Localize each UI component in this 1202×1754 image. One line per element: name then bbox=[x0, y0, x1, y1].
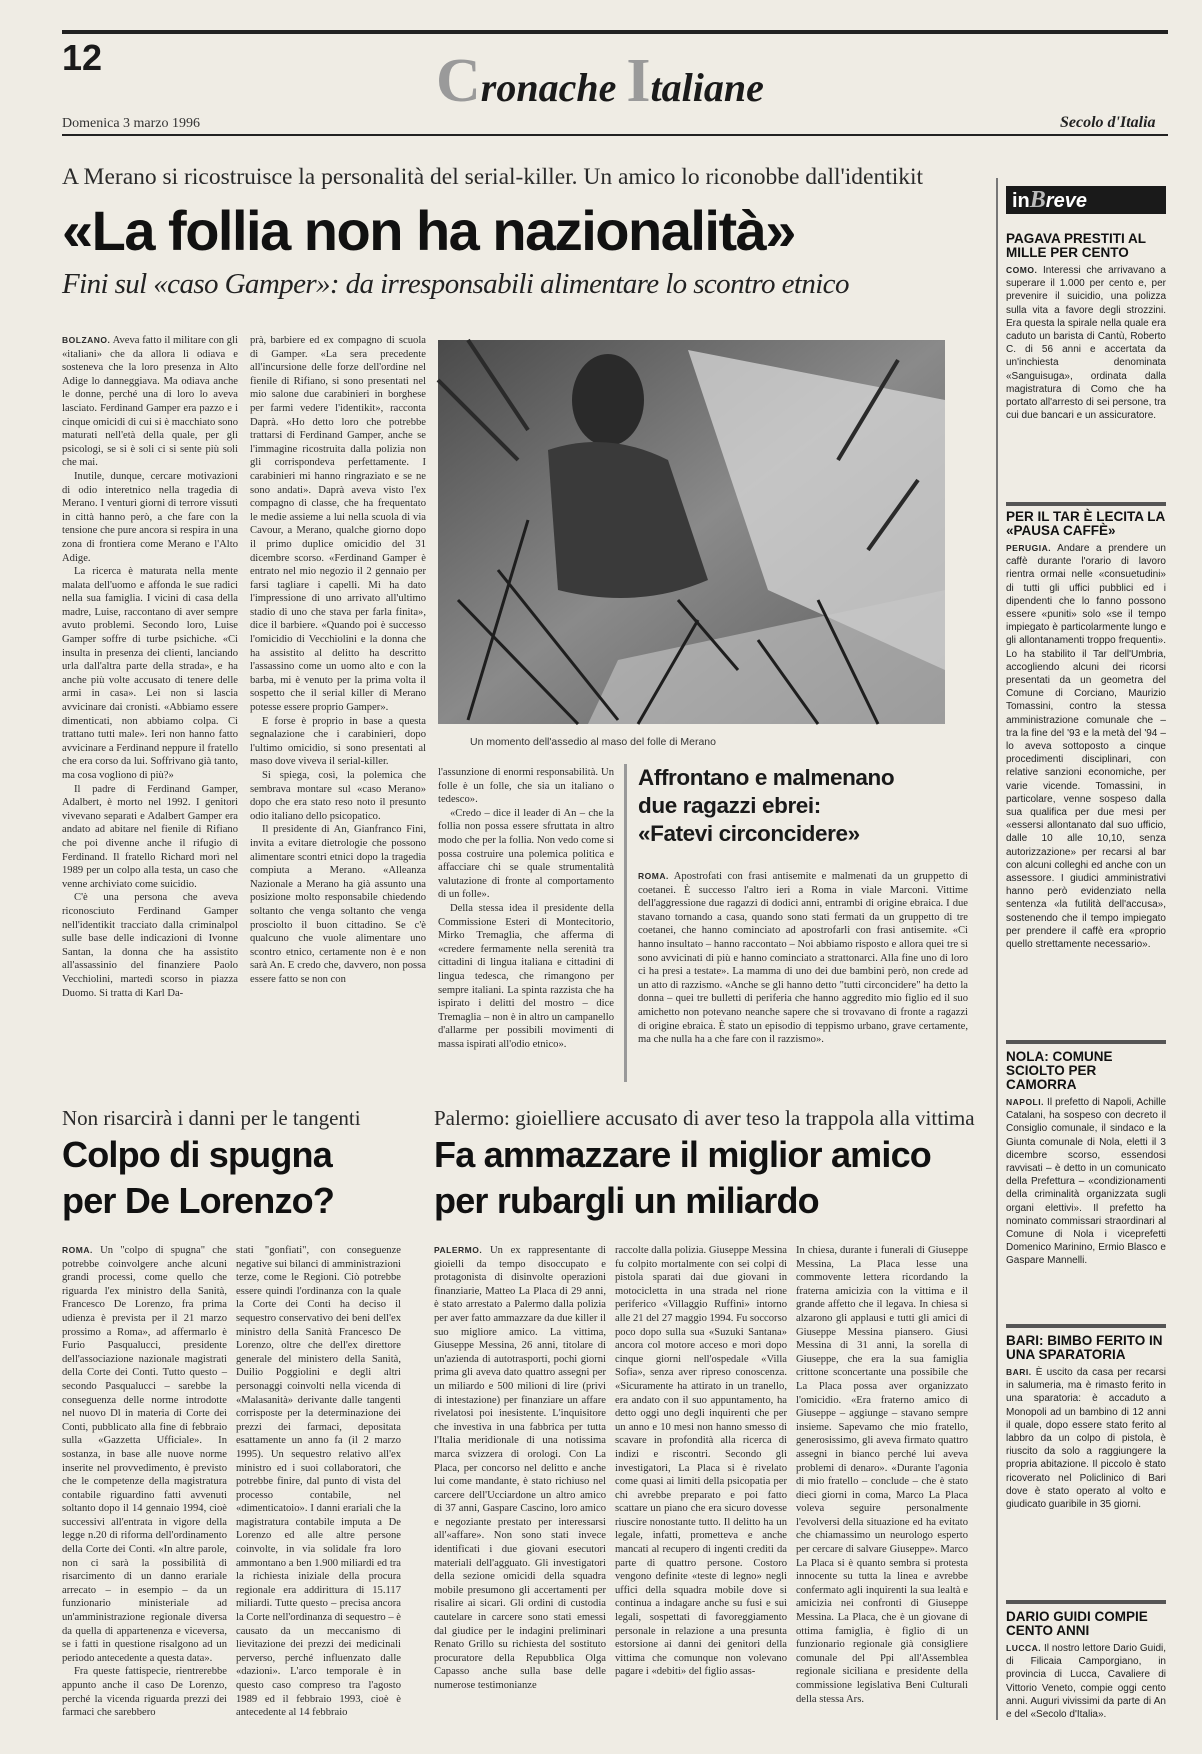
lead-paragraph: Aveva fatto il militare con gli «italiani» che da allora li odiava e sosteneva che la loro presenza in Alto Adige lo danneggiava. Ma odiava anche le donne, perché una di loro lo aveva lasciato. Ferdinand Gamper era pazzo e i cinque omicidi di cui si è macchiato sono maturati nell'età della quale, per gli psicologi, se si è soli ci si sente più soli che mai. bbox=[62, 335, 238, 469]
ebrei-headline-line: «Fatevi circoncidere» bbox=[638, 821, 860, 846]
lead-kicker: A Merano si ricostruisce la personalità del serial-killer. Un amico lo riconobbe dall'identikit bbox=[62, 164, 924, 190]
lead-paragraph: «Credo – dice il leader di An – che la follia non possa essere sfruttata in altro modo che per la follia. Non vedo come si possa costruire una polemica politica e affacciare chi se quale strumentalità valutazione di fronte al comportamento di un folle». bbox=[438, 807, 614, 901]
brief-separator bbox=[1006, 502, 1166, 506]
brief-dateline: COMO. bbox=[1006, 265, 1038, 275]
brief-dateline: BARI. bbox=[1006, 1367, 1032, 1377]
lead-paragraph: l'assunzione di enormi responsabilità. Un folle è un folle, che sia un italiano o tedesco». bbox=[438, 767, 614, 806]
lead-paragraph: Si spiega, così, la polemica che sembrava montare sul «caso Merano» dopo che era stato reso noto il presunto odio italiano dello psicopatico. bbox=[250, 770, 426, 822]
brief-body: Interessi che arrivavano a superare il 1.000 per cento e, per prevenire il suicidio, una polizza sulla vita a favore degli strozzini. Era questa la spirale nella quale era caduto un barista di Cantù, Roberto C. di 56 anni e accertata da un'inchiesta denominata «Sanguisuga», ordinata dalla magistratura di Como che ha portato all'arresto di sei persone, tra cui due bancari e un assicuratore. bbox=[1006, 265, 1166, 422]
ebrei-body bbox=[638, 870, 968, 1080]
palermo-headline-line: Fa ammazzare il miglior amico bbox=[434, 1134, 931, 1175]
lead-paragraph: Il padre di Ferdinand Gamper, Adalbert, è morto nel 1992. I genitori vivevano separati e Adalbert Gamper era andato ad abitare nel fienile di Rifiano che poi divenne anche il rifugio di Ferdinand. Il fratello Richard morì nel 1989 per un colpo alla testa, un caso che venne archiviato come suicidio. bbox=[62, 783, 238, 890]
ebrei-dateline: ROMA. bbox=[638, 871, 669, 881]
ebrei-headline bbox=[638, 764, 968, 848]
section-title-cap2: I bbox=[626, 47, 651, 115]
brief-separator bbox=[1006, 1040, 1166, 1044]
lead-paragraph: Il presidente di An, Gianfranco Fini, invita a evitare dietrologie che possono alimentare scontri etnici dopo la tragedia compiuta a Merano. «Alleanza Nazionale a Merano ha già assunto una posizione molto responsabile chiedendo soltanto che venga soltanto che venga prosciolto il buon cittadino. Se c'è qualcuno che vuole alimentare uno scontro etnico, certamente non è e non sarà An. E credo che, davvero, non possa essere fatto se non con bbox=[250, 824, 426, 985]
brief-item bbox=[1006, 1610, 1166, 1722]
lorenzo-paragraph: Fra queste fattispecie, rientrerebbe appunto anche il caso De Lorenzo, perché la vicenda riguarda prezzi dei farmaci che sarebbero bbox=[62, 1666, 227, 1719]
brief-body: Andare a prendere un caffè durante l'orario di lavoro rientra ormai nelle «consuetudini» di tutti gli uffici pubblici ed i dipendenti che lo fanno possono essere «puniti» solo «se il tempo impiegato è particolarmente lungo e gli allontanamenti troppo frequenti». Lo ha stabilito il Tar dell'Umbria, accogliendo alcuni dei ricorsi presentati da un geometra del Comune di Corciano, Maurizio Tomassini, contro la stessa amministrazione comunale che – tra la fine del '93 e la metà del '94 – lo aveva sottoposto a cinque procedimenti disciplinari, con relative sanzioni economiche, per varie vicende. Tomassini, in particolare, venne sospeso dalla sua qualifica per due mesi per «essersi allontanato dal suo ufficio, dalle 10 alle 10,10, senza autorizzazione» per recarsi al bar con alcuni colleghi ed anche con un assessore. I giudici amministrativi hanno però evidenziato nella sentenza «la futilità dell'accusa», sostenendo che il tempo impiegato per prendere il caffè era «proprio quello strettamente necessario». bbox=[1006, 543, 1166, 951]
brief-title: DARIO GUIDI COMPIE CENTO ANNI bbox=[1006, 1609, 1148, 1638]
lorenzo-column-1 bbox=[62, 1244, 227, 1720]
brief-body: Il nostro lettore Dario Guidi, di Filicaia Camporgiano, in provincia di Lucca, Cavaliere di Vittorio Veneto, compie oggi cento anni. Auguri vivissimi da parte di An e del «Secolo d'Italia». bbox=[1006, 1643, 1166, 1721]
palermo-paragraph: Un ex rappresentante di gioielli da tempo disoccupato e protagonista di disinvolte operazioni finanziarie, Matteo La Placa di 29 anni, è stato arrestato a Palermo dalla polizia per aver fatto ammazzare da due killer il suo migliore amico. La vittima, Giuseppe Messina, 26 anni, titolare di un'azienda di autotrasporti, pochi giorni prima gli aveva dato quattro assegni per un miliardo e 500 milioni di lire (privi di intestazione) per finanziare un affare rivelatosi poi inesistente. L'inquisitore che investiva in una fabbrica per tutta l'Italia meridionale di una notissima marca svizzera di orologi. Con La Placa, per concorso nel delitto e anche lui come mandante, è stato richiuso nel carcere dell'Ucciardone un altro amico di 37 anni, Gaspare Cascino, loro amico e negoziante prestato per interessarsi all'«affare». Non sono stati invece identificati i due giovani esecutori materiali dell'agguato. Gli investigatori della sezione omicidi della squadra mobile presumono gli accertamenti per risalire ai sicari. Gli ordini di custodia cautelare in carcere sono stati emessi dal giudice per le indagini preliminari Renato Grillo su richiesta del sostituto procuratore della Repubblica Olga Capasso anche sulla base delle numerose testimonianze bbox=[434, 1245, 606, 1691]
masthead-rule bbox=[62, 134, 1168, 136]
brief-dateline: NAPOLI. bbox=[1006, 1097, 1044, 1107]
siege-photo-image bbox=[438, 340, 945, 724]
in-breve-rest: reve bbox=[1045, 190, 1087, 212]
in-breve-in: in bbox=[1012, 190, 1030, 212]
brief-item bbox=[1006, 1334, 1166, 1598]
section-title-cap1: C bbox=[436, 47, 481, 115]
section-title bbox=[436, 46, 764, 116]
lead-photo bbox=[438, 340, 945, 724]
lorenzo-paragraph: Un "colpo di spugna" che potrebbe coinvolgere anche alcuni grandi processi, come quello che riguarda l'ex ministro della Sanità, Francesco De Lorenzo, fra prima udienza è prevista per il 21 marzo prossimo a Roma», ad affermarlo è Furio Pasqualucci, presidente dell'associazione nazionale magistrati della Corte dei Conti. Tutto questo – secondo Pasqualucci – sarebbe la conseguenza delle norme introdotte nel nuovo Dl in materia di Corte dei Conti, pubblicato alla fine di febbraio sulla «Gazzetta Ufficiale». In sostanza, in base alle nuove norme inserite nel provvedimento, è previsto che le competenze della magistratura contabile riguardino fatti avvenuti soltanto dopo il 14 gennaio 1994, cioè successivi all'entrata in vigore della legge n.20 di riforma dell'ordinamento della Corte dei Conti. «In altre parole, non ci sarà la possibilità di risarcimento di un danno erariale arrecato – in esempio – da un funzionario ministeriale ad un'amministrazione regionale diversa da quella di appartenenza e viceversa, se i fatti in questione risalgono ad un periodo antecedente a questa data». bbox=[62, 1245, 227, 1664]
lorenzo-headline-line: Colpo di spugna bbox=[62, 1134, 332, 1175]
palermo-kicker: Palermo: gioielliere accusato di aver teso la trappola alla vittima bbox=[434, 1106, 975, 1130]
ebrei-paragraph: Apostrofati con frasi antisemite e malmenati da un gruppetto di coetanei. È successo l'altro ieri a Roma in viale Marconi. Vittime dell'aggressione due ragazzi di dodici anni, entrambi di origine ebraica. I due stavano tornando a casa, quando sono stati fermati da un gruppetto di tre coetanei, che hanno cominciato ad apostrofarli con frasi antisemite. «Ci hanno insultato – hanno raccontato – Noi abbiamo risposto e allora quei tre si sono avvicinati di più e hanno cominciato a strattonarci. Alla fine uno di loro ci ha presi a testate». La mamma di uno dei due bambini però, non crede ad un atto di razzismo. «Anche se gli hanno detto "tutti circoncidere" ha detto la donna – quei tre bulletti di periferia che hanno aggredito mio figlio ed il suo amichetto non potevano neanche sapere che si trovavano di fronte a ragazzi di origine ebraica. È stato un episodio di teppismo urbano, grave certamente, ma che nulla ha a che fare con il razzismo». bbox=[638, 871, 968, 1046]
lorenzo-kicker: Non risarcirà i danni per le tangenti bbox=[62, 1106, 361, 1130]
lead-paragraph: La ricerca è maturata nella mente malata dell'uomo e affonda le sue radici nella sua famiglia. I vicini di casa della madre, Luise, raccontano di aver sempre avuto problemi. Secondo loro, Luise Gamper soffre di turbe psichiche. «Ci insulta in presenza dei clienti, lanciando urla dall'altra parte della strada», e ha anche più volte accusato di tenere delle armi in casa». Lei non si lascia avvicinare dai cronisti. «Abbiamo essere dimenticati, non abbiamo colpa. Ci trattano tutti male». Ieri non hanno fatto avvicinare a Ferdinand neppure il fratello che era corso da lui. Soffrivano già tanto, ma cosa vogliono di più?» bbox=[62, 566, 238, 781]
brief-item bbox=[1006, 232, 1166, 498]
lorenzo-paragraph: stati "gonfiati", con conseguenze negative sui bilanci di amministrazioni terze, come le Regioni. Ciò potrebbe essere quindi l'ordinanza con la quale la Corte dei Conti ha deciso il sequestro conservativo dei beni dell'ex ministro della Sanità Francesco De Lorenzo, oltre che dell'ex direttore generale del ministero della Sanità, Duilio Poggiolini e degli altri personaggi coinvolti nella vicenda di «Malasanità» derivante dalle tangenti corrisposte per la determinazione dei prezzi dei farmaci, depositata esattamente un anno fa (il 2 marzo 1995). Un sequestro relativo all'ex ministro ed i suoi collaboratori, che potrebbe finire, dal punto di vista del processo contabile, nel «dimenticatoio». I danni erariali che la magistratura contabile imputa a De Lorenzo ed alle altre persone coinvolte, in via solidale fra loro ammontano a ben 1.900 miliardi ed tra la richiesta iniziale della procura regionale era addirittura di 15.117 miliardi. Tutte questo – precisa ancora la Corte nell'ordinanza di sequestro – è causato da un meccanismo di lievitazione dei prezzi dei medicinali perverso, perché influenzato dalle «dazioni». L'arco temporale è in questo caso compreso tra l'agosto 1989 ed il febbraio 1993, cioè è antecedente al 14 febbraio bbox=[236, 1245, 401, 1719]
lead-dateline: BOLZANO. bbox=[62, 335, 111, 345]
section-title-part1: ronache bbox=[480, 65, 627, 110]
ebrei-headline-line: due ragazzi ebrei: bbox=[638, 793, 821, 818]
lorenzo-column-2 bbox=[236, 1244, 401, 1720]
palermo-column-3 bbox=[796, 1244, 968, 1720]
brief-title: BARI: BIMBO FERITO IN UNA SPARATORIA bbox=[1006, 1333, 1163, 1362]
brief-item bbox=[1006, 510, 1166, 1030]
sidebar-divider bbox=[996, 178, 998, 1720]
lead-paragraph: C'è una persona che aveva riconosciuto Ferdinand Gamper nell'identikit tracciato dalla criminalpol sulle base delle indicazioni di Ivonne Santan, la donna che ha assistito all'assassinio del finanziere Paolo Vecchiolini, martedì scorso in piazza Duomo. Si tratta di Karl Da- bbox=[62, 892, 238, 999]
brief-dateline: PERUGIA. bbox=[1006, 543, 1052, 553]
brief-title: NOLA: COMUNE SCIOLTO PER CAMORRA bbox=[1006, 1049, 1113, 1092]
lead-column-3 bbox=[438, 766, 614, 1050]
page-number: 12 bbox=[62, 37, 103, 78]
lorenzo-headline-line: per De Lorenzo? bbox=[62, 1180, 335, 1221]
brief-body: È uscito da casa per recarsi in salumeria, ma è rimasto ferito in una sparatoria: è accaduto a Monopoli ad un bambino di 12 anni il quale, dopo essere stato ferito al labbro da un colpo di pistola, è riuscito da solo a raggiungere la propria abitazione. Il piccolo è stato ricoverato nel Policlinico di Bari dove è stato operato al volto e giudicato guaribile in 35 giorni. bbox=[1006, 1367, 1167, 1511]
palermo-dateline: PALERMO. bbox=[434, 1245, 483, 1255]
brief-separator bbox=[1006, 1324, 1166, 1328]
issue-date: Domenica 3 marzo 1996 bbox=[62, 116, 201, 131]
paper-name: Secolo d'Italia bbox=[1060, 114, 1156, 131]
palermo-headline bbox=[434, 1132, 994, 1224]
brief-title: PAGAVA PRESTITI AL MILLE PER CENTO bbox=[1006, 231, 1146, 260]
section-title-part2: taliane bbox=[650, 65, 764, 110]
lead-headline: «La follia non ha nazionalità» bbox=[62, 199, 795, 262]
palermo-paragraph: In chiesa, durante i funerali di Giuseppe Messina, La Placa lesse una commovente lettera ricordando la fraterna amicizia con la vittima e il grande affetto che il legava. In chiesa si alzarono gli applausi e tutti gli amici di Giuseppe Messina piansero. Giusi Messina di 31 anni, la sorella di Giuseppe, che era la sua famiglia crittone sconcertante una possibile che La Placa possa aver organizzato l'omicidio. «Era fraterno amico di Giuseppe – aggiunge – stavano sempre insieme. Sapevamo che mio fratello, generosissimo, gli aveva firmato quattro assegni in bianco perché lui aveva problemi di denaro». «Durante l'agonia di mio fratello – conclude – che è stato dieci giorni in coma, Marco La Placa voleva seguire personalmente l'evolversi della situazione ed ha evitato che chiamassimo un neurologo esperto per cercare di salvare Giuseppe». Marco La Placa si è quanto sembra si protesta innocente su tutta la linea e avrebbe confermato agli inquirenti la sua lealtà e amicizia nei confronti di Giuseppe Messina. La Placa, che è un giovane di ottima famiglia, è figlio di un funzionario regionale già consigliere comunale del Ppi all'Assemblea regionale siciliana e presidente della commissione legislativa Beni Culturali della stessa Ars. bbox=[796, 1245, 968, 1705]
in-breve-header bbox=[1006, 186, 1166, 214]
lead-subhead: Fini sul «caso Gamper»: da irresponsabili alimentare lo scontro etnico bbox=[62, 268, 849, 300]
brief-separator bbox=[1006, 1600, 1166, 1604]
palermo-column-2 bbox=[615, 1244, 787, 1720]
photo-caption: Un momento dell'assedio al maso del folle di Merano bbox=[470, 736, 716, 748]
lead-column-1 bbox=[62, 334, 238, 1014]
palermo-headline-line: per rubargli un miliardo bbox=[434, 1180, 819, 1221]
lead-column-2 bbox=[250, 334, 426, 1014]
brief-body: Il prefetto di Napoli, Achille Catalani, ha sospeso con decreto il Consiglio comunale, il sindaco e la Giunta comunale di Nola, eletti il 3 dicembre scorso, essendosi ravvisati – è detto in un comunicato della Prefettura – «condizionamenti della criminalità organizzata sugli organi elettivi». Il prefetto ha nominato commissari straordinari al Comune di Nola i viceprefetti Domenico Marinino, Ermio Blasco e Gaspare Mannelli. bbox=[1006, 1097, 1167, 1267]
lead-paragraph: Della stessa idea il presidente della Commissione Esteri di Montecitorio, Mirko Tremaglia, che afferma di «credere fermamente nella serenità tra cittadini di lingua italiana e cittadini di lingua tedesca, che rimangono per sempre italiani. La spinta razzista che ha ispirato i delitti del mostro – dice Tremaglia – non è in altro un campanello d'allarme per possibili movimenti di massa ispirati all'odio etnico». bbox=[438, 902, 614, 1050]
lead-paragraph: prà, barbiere ed ex compagno di scuola di Gamper. «La sera precedente all'incursione delle forze dell'ordine nel fienile di Rifiano, si sono presentati nel mio salone due carabinieri in borghese per farmi vedere l'identikit», racconta Daprà. «Ho detto loro che potrebbe trattarsi di Ferdinand Gamper, anche se l'immagine ricostruita dalla polizia non gli corrispondeva perfettamente. I carabinieri mi hanno ringraziato e se ne sono andati». Daprà aveva visto l'ex compagno di classe, che ha frequentato le medie assieme a lui nella scuola di via Cavour, a Merano, qualche giorno dopo il primo duplice omicidio del 31 dicembre scorso. «Ferdinand Gamper è entrato nel mio negozio il 2 gennaio per farsi tagliare i capelli. Mi ha dato l'impressione di uno arrivato all'ultimo stadio di uno che stava per farla finita», dice il barbiere. «Quando poi è successo l'omicidio di Vecchiolini e la donna che ha assistito al delitto ha descritto l'assassino come un uomo alto e con la barba, mi è venuto per la prima volta il sospetto che il serial killer di Merano potesse essere proprio Gamper». bbox=[250, 335, 426, 714]
ebrei-box-border bbox=[624, 764, 627, 1082]
brief-dateline: LUCCA. bbox=[1006, 1643, 1042, 1653]
brief-item bbox=[1006, 1050, 1166, 1320]
palermo-paragraph: raccolte dalla polizia. Giuseppe Messina fu colpito mortalmente con sei colpi di pistola sparati dai due giovani in motocicletta in una strada nel rione periferico «Villaggio Ruffini» intorno alle 21 del 27 maggio 1994. Fu soccorso poco dopo sulla sua «Suzuki Santana» ancora col motore acceso e morì dopo cinque giorni nell'ospedale «Villa Sofia», senza aver ripreso conoscenza. «Sicuramente ha attirato in un tranello, era andato con il suo appuntamento, ha detto oggi uno degli inquirenti che per un anno e 10 mesi non hanno smesso di scavare in profondità alla ricerca di indizi e riscontri. Secondo gli investigatori, La Placa si è rivelato come quasi ai limiti della psicopatia per chi avrebbe preparato e poi fatto scattare un piano che era sicuro dovesse riuscire nonostante tutto. Il delitto ha un legale, infatti, prometteva e anche mancati al recupero di ingenti crediti da parte di quattro persone. Costoro vengono definite «teste di legno» negli uffici della squadra mobile dove si continua a indagare anche su fusi e sui legali, sospettati di favoreggiamento personale in relazione a una presunta estorsione ai danni dei genitori della vittima che comunque non volevano pagare i «debiti» del figlio assas- bbox=[615, 1245, 787, 1678]
lorenzo-dateline: ROMA. bbox=[62, 1245, 93, 1255]
top-rule bbox=[62, 30, 1168, 34]
lead-paragraph: E forse è proprio in base a questa segnalazione che i carabinieri, dopo l'ultimo omicidio, si sono presentati al maso dove viveva il serial-killer. bbox=[250, 715, 426, 768]
palermo-column-1 bbox=[434, 1244, 606, 1720]
ebrei-headline-line: Affrontano e malmenano bbox=[638, 765, 895, 790]
brief-title: PER IL TAR È LECITA LA «PAUSA CAFFÈ» bbox=[1006, 509, 1165, 538]
lorenzo-headline bbox=[62, 1132, 392, 1224]
lead-paragraph: Inutile, dunque, cercare motivazioni di odio interetnico nella tragedia di Merano. I venturi giorni di terrore vissuti in città hanno però, a che fare con la tensione che pure ancora si respira in una zona di frontiera come Merano e l'Alto Adige. bbox=[62, 470, 238, 564]
in-breve-b: B bbox=[1029, 187, 1046, 213]
